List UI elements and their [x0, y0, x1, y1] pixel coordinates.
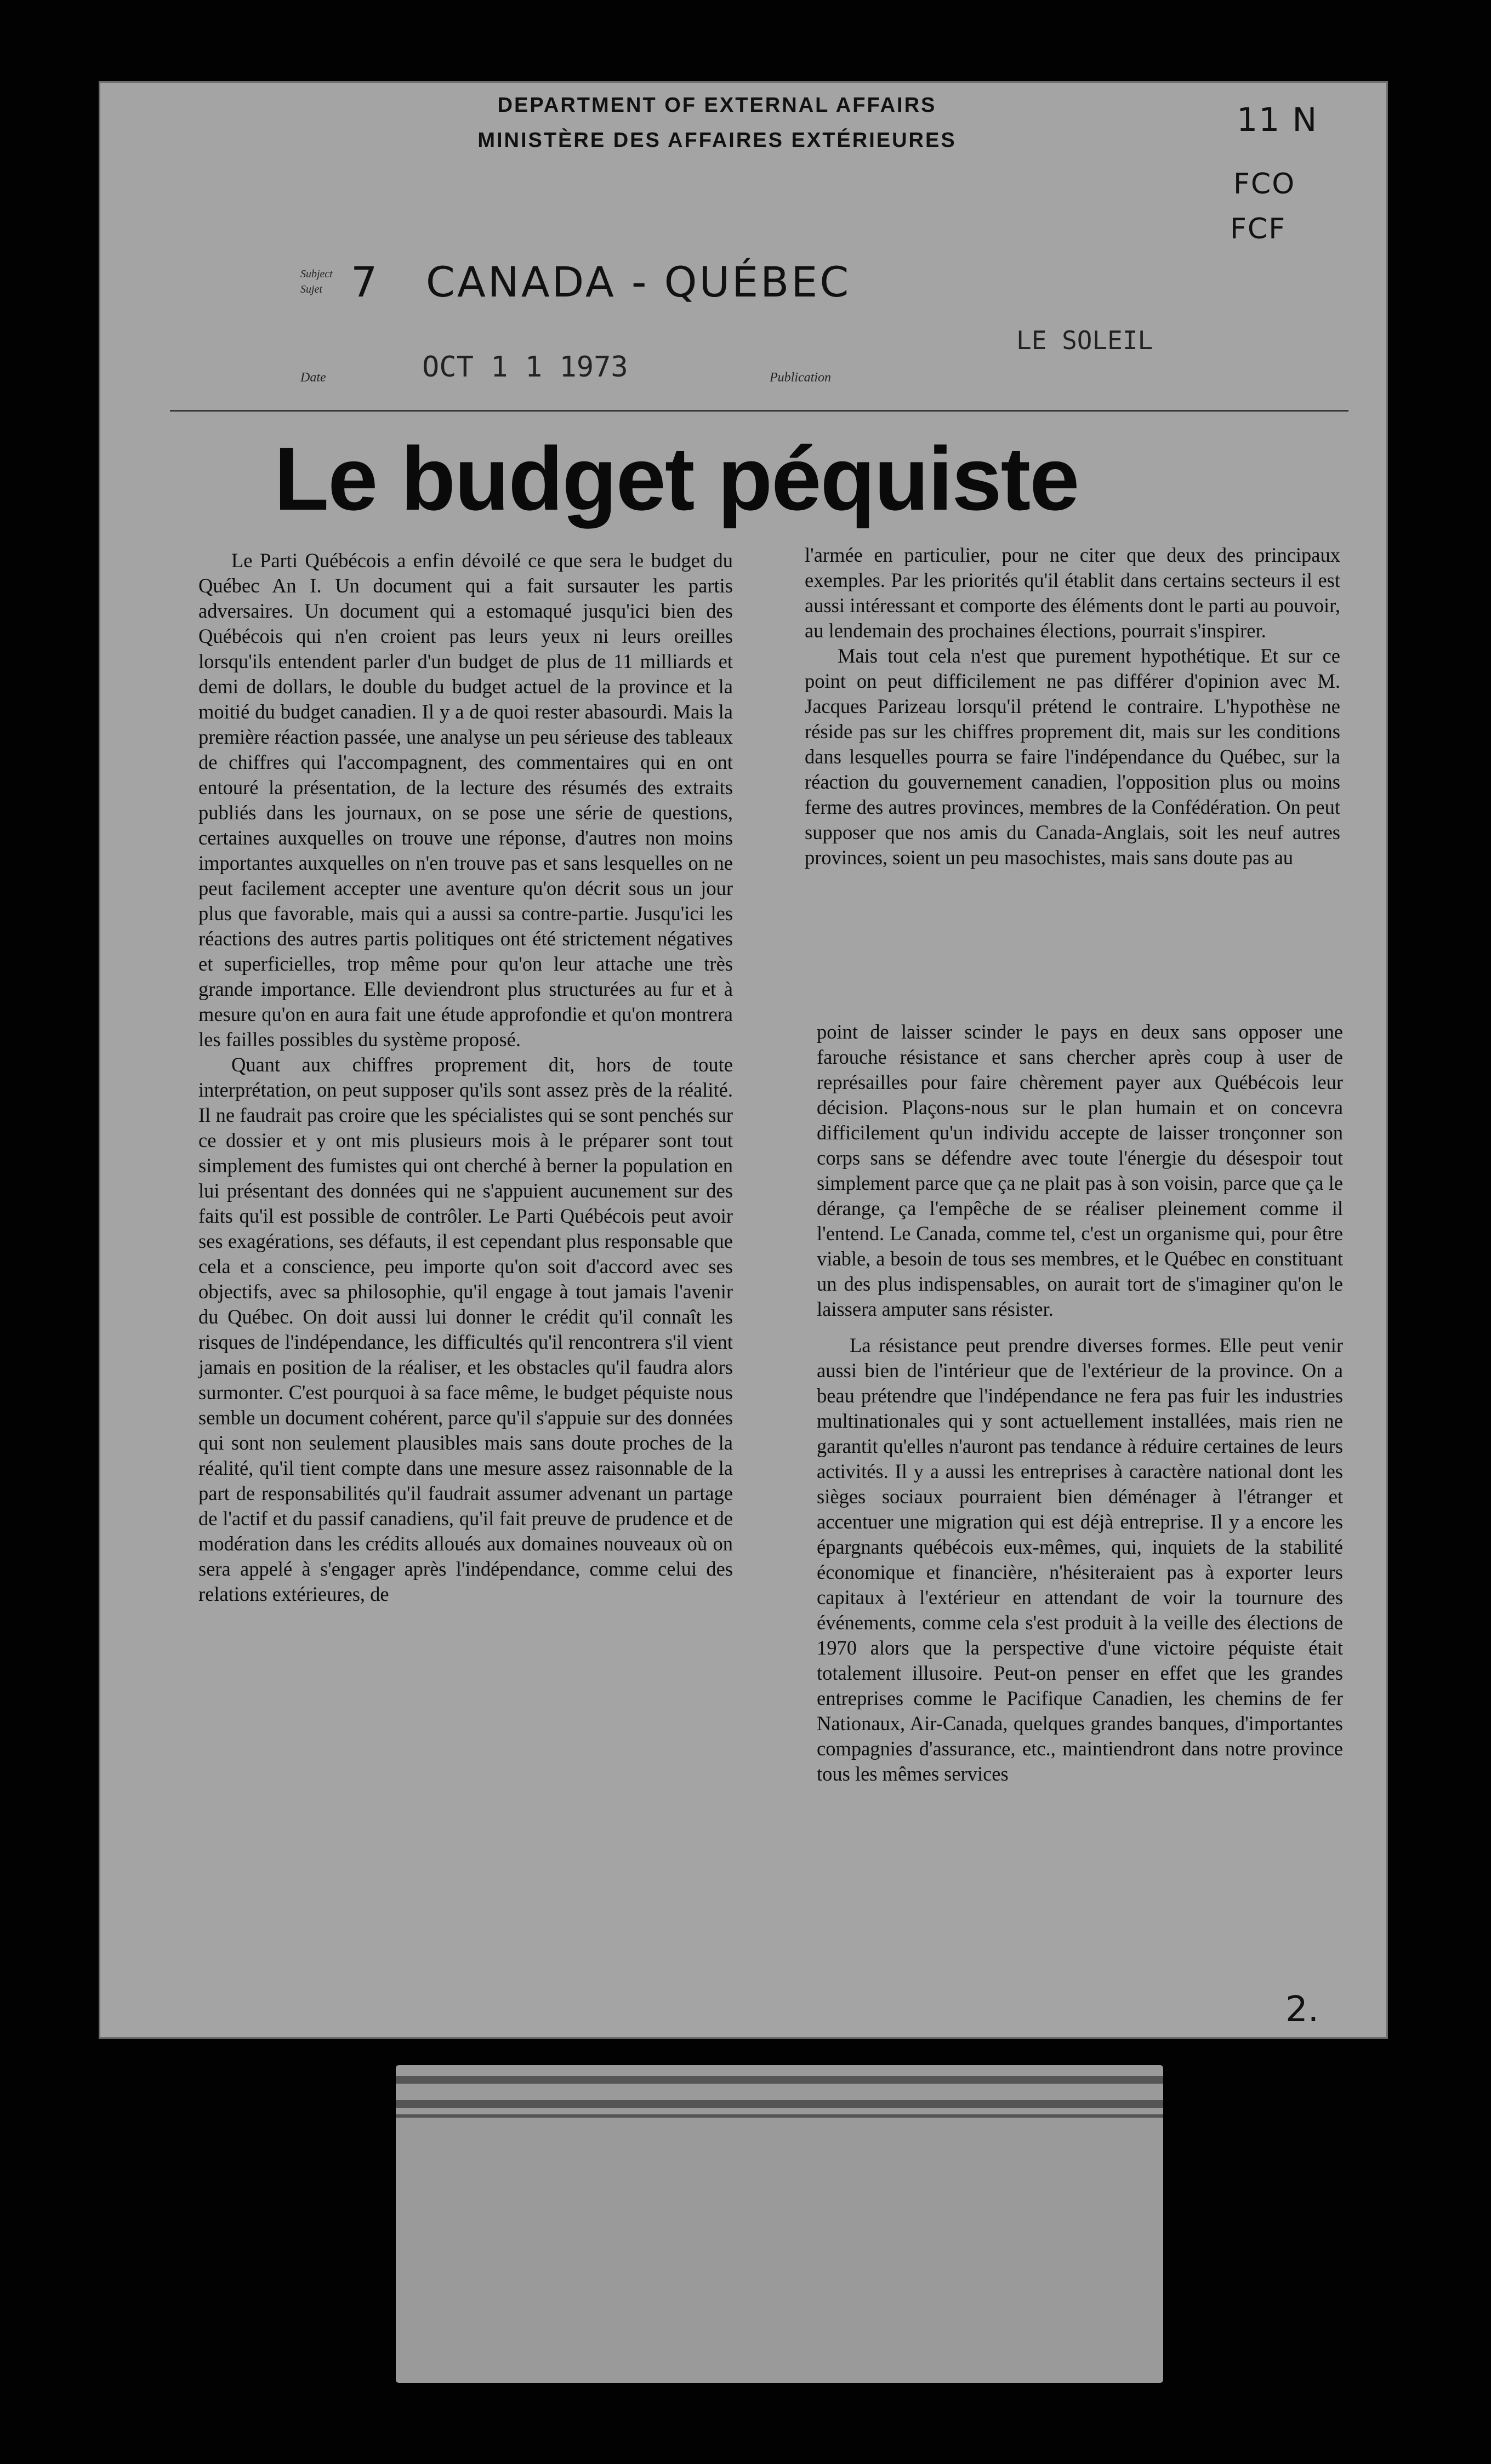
strip-band: [396, 2100, 1163, 2108]
subject-value: 7 CANADA - QUÉBEC: [351, 258, 851, 306]
article-headline: Le budget péquiste: [274, 429, 1079, 529]
article-column-2-bottom: [817, 1019, 1343, 1787]
strip-band: [396, 2114, 1163, 2118]
subject-label: Subject Sujet: [300, 268, 333, 295]
department-name-en: DEPARTMENT OF EXTERNAL AFFAIRS: [497, 94, 937, 117]
strip-band: [396, 2076, 1163, 2084]
publication-label: Publication: [770, 370, 831, 385]
date-stamp: OCT 1 1 1973: [422, 351, 628, 384]
date-label: Date: [300, 370, 326, 385]
paragraph: Quant aux chiffres proprement dit, hors de toute interprétation, on peut supposer qu'ils sont assez près de la réalité. Il ne faudrait pas croire que les spécialistes qui se sont penchés sur ce dossier et y ont mis plusieurs mois à le préparer sont tout simplement des fumistes qui ont cherché à berner la population en lui présentant des données qui ne s'appuient aucunement sur des faits qu'il est possible de contrôler. Le Parti Québécois peut avoir ses exagérations, ses défauts, il est cependant plus responsable que cela et a conscience, peu importe qu'on soit d'accord avec ses objectifs, avec sa philosophie, qu'il engage à tout jamais l'avenir du Québec. On doit aussi lui donner le crédit qu'il connaît les risques de l'indépendance, les difficultés qu'il rencontrera s'il vient jamais en position de la réaliser, et les obstacles qu'il faudra alors surmonter. C'est pourquoi à sa face même, le budget péquiste nous semble un document cohérent, parce qu'il s'appuie sur des données qui sont non seulement plausibles mais sans doute proches de la réalité, qu'il tient compte dans une mesure assez raisonnable de la part de responsabilités qu'il faudrait assumer advenant un partage de l'actif et du passif canadiens, qu'il fait preuve de prudence et de modération dans les crédits alloués aux domaines nouveaux où on sera appelé à s'engager après l'indépendance, comme celui des relations extérieures, de: [198, 1053, 733, 1605]
article-column-1: [198, 548, 733, 1607]
paragraph: l'armée en particulier, pour ne citer que deux des principaux exemples. Par les priorités qu'il établit dans certains secteurs il est aussi intéressant et comporte des éléments dont le parti au pouvoir, au lendemain des prochaines élections, pourrait s'inspirer.: [805, 544, 1340, 642]
department-header: [443, 88, 991, 158]
page-marker: 2.: [1285, 1989, 1319, 2030]
publication-stamp: LE SOLEIL: [1016, 326, 1153, 355]
paragraph: Le Parti Québécois a enfin dévoilé ce que sera le budget du Québec An I. Un document qui a fait sursauter les partis adversaires. Un document qui a estomaqué jusqu'ici bien des Québécois qui n'en croient pas leurs yeux ni leurs oreilles lorsqu'ils entendent parler d'un budget de plus de 11 milliards et demi de dollars, le double du budget actuel de la province et la moitié du budget canadien. Il y a de quoi rester abasourdi. Mais la première réaction passée, une analyse un peu sérieuse des tableaux de chiffres qui l'accompagnent, des commentaires qui en ont entouré la présentation, de la lecture des résumés des extraits publiés dans les journaux, on se pose une série de questions, certaines auxquelles on trouve une réponse, d'autres non moins importantes auxquelles on n'en trouve pas et sans lesquelles on ne peut facilement accepter une aventure qu'on décrit sous un jour plus que favorable, mais qui a aussi sa contre-partie. Jusqu'ici les réactions des autres partis politiques ont été strictement négatives et superficielles, trop même pour qu'on leur attache une très grande importance. Elle deviendront plus structurées au fur et à mesure qu'on en aura fait une étude approfondie et qu'on montrera les failles possibles du système proposé.: [198, 549, 733, 1051]
paragraph: Mais tout cela n'est que purement hypothétique. Et sur ce point on peut difficilement ne pas différer d'opinion avec M. Jacques Parizeau lorsqu'il prétend le contraire. L'hypothèse ne réside pas sur les chiffres proprement dit, mais sur les conditions dans lesquelles pourra se faire l'indépendance du Québec, sur la réaction du gouvernement canadien, l'opposition plus ou moins ferme des autres provinces, membres de la Confédération. On peut supposer que nos amis du Canada-Anglais, soit les neuf autres provinces, soient un peu masochistes, mais sans doute pas au: [805, 644, 1340, 869]
margin-note-3: FCF: [1230, 213, 1287, 246]
paragraph: point de laisser scinder le pays en deux sans opposer une farouche résistance et sans chercher après coup à user de représailles pour faire chèrement payer aux Québécois leur décision. Plaçons-nous sur le plan humain et on concevra difficilement qu'un individu accepte de laisser tronçonner son corps sans se défendre avec toute l'énergie du désespoir tout simplement parce que ça ne plait pas à son voisin, parce que ça le dérange, ça l'empêche de se réaliser pleinement comme il l'entend. Le Canada, comme tel, c'est un organisme qui, pour être viable, a besoin de tous ses membres, et le Québec en constituant un des plus indispensables, on aurait tort de s'imaginer qu'on le laissera amputer sans résister.: [817, 1020, 1343, 1320]
margin-note-1: 11 N: [1237, 101, 1318, 139]
department-name-fr: MINISTÈRE DES AFFAIRES EXTÉRIEURES: [477, 129, 957, 152]
paragraph: La résistance peut prendre diverses formes. Elle peut venir aussi bien de l'intérieur que de l'extérieur de la province. On a beau prétendre que l'indépendance ne fera pas fuir les industries multinationales qui y sont actuellement installées, mais rien ne garantit qu'elles n'auront pas tendance à réduire certaines de leurs activités. Il y a aussi les entreprises à caractère national dont les sièges sociaux pourraient bien déménager à l'étranger et accentuer une migration qui est déjà entreprise. Il y a encore les épargnants québécois eux-mêmes, qui, inquiets de la stabilité économique et financière, n'hésiteraient pas à exporter leurs capitaux à l'extérieur en attendant de voir la tournure des événements, comme cela s'est produit à la veille des élections de 1970 alors que la perspective d'une victoire péquiste était totalement illusoire. Peut-on penser en effet que les grandes entreprises comme le Pacifique Canadien, les chemins de fer Nationaux, Air-Canada, quelques grandes banques, d'importantes compagnies d'assurance, etc., maintiendront dans notre province tous les mêmes services: [817, 1334, 1343, 1785]
article-column-2-top: [805, 543, 1340, 870]
header-rule: [170, 410, 1348, 412]
scanner-strip: [396, 2065, 1163, 2383]
margin-note-2: FCO: [1233, 168, 1296, 201]
